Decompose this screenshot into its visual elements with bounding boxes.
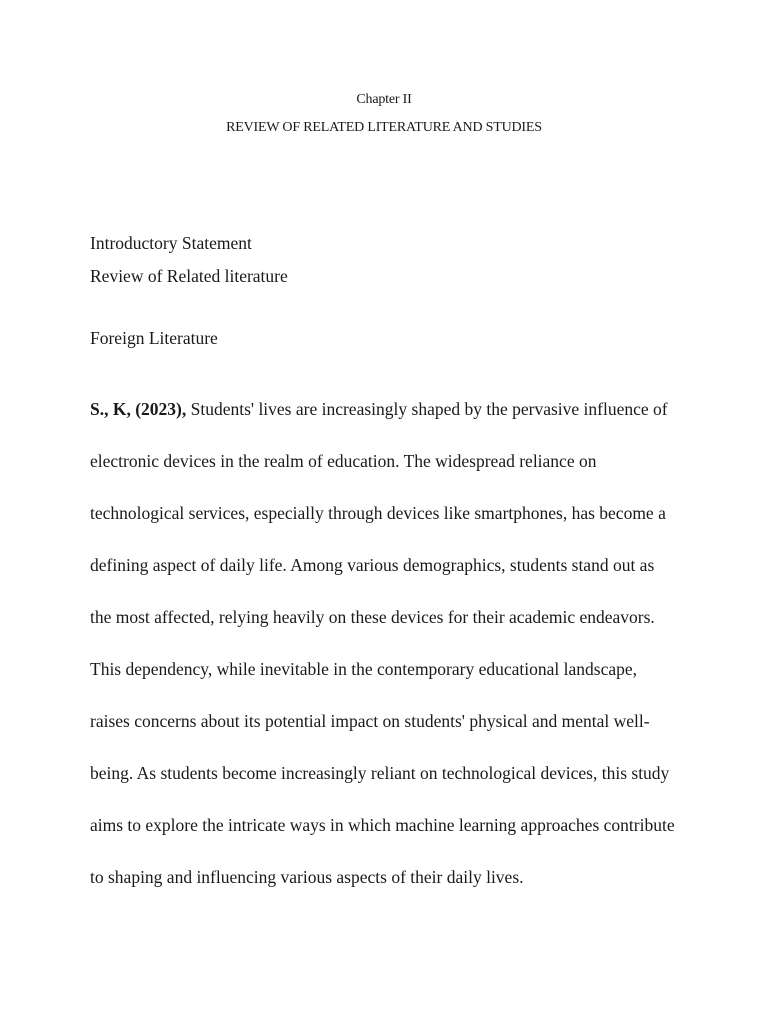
paragraph-line [90,383,690,435]
paragraph-line: being. As students become increasingly reliant on technological devices, this study [90,763,670,783]
body-paragraph [90,383,690,903]
chapter-title: REVIEW OF RELATED LITERATURE AND STUDIES [226,120,542,135]
heading-introductory-statement: Introductory Statement [90,233,252,253]
paragraph-line: electronic devices in the realm of education. The widespread reliance on [90,451,597,471]
chapter-number: Chapter II [356,92,412,107]
paragraph-line-text: Students' lives are increasingly shaped by the pervasive influence of [186,399,668,419]
heading-review-of-related-literature: Review of Related literature [90,266,288,286]
citation: S., K, (2023), [90,399,187,419]
paragraph-line: technological services, especially through devices like smartphones, has become a [90,503,666,523]
paragraph-line: aims to explore the intricate ways in which machine learning approaches contribute [90,815,675,835]
paragraph-line: defining aspect of daily life. Among various demographics, students stand out as [90,555,655,575]
paragraph-line: to shaping and influencing various aspects of their daily lives. [90,867,524,887]
paragraph-line: raises concerns about its potential impact on students' physical and mental well- [90,711,650,731]
paragraph-line: This dependency, while inevitable in the contemporary educational landscape, [90,659,637,679]
heading-foreign-literature: Foreign Literature [90,328,218,348]
paragraph-line: the most affected, relying heavily on these devices for their academic endeavors. [90,607,655,627]
